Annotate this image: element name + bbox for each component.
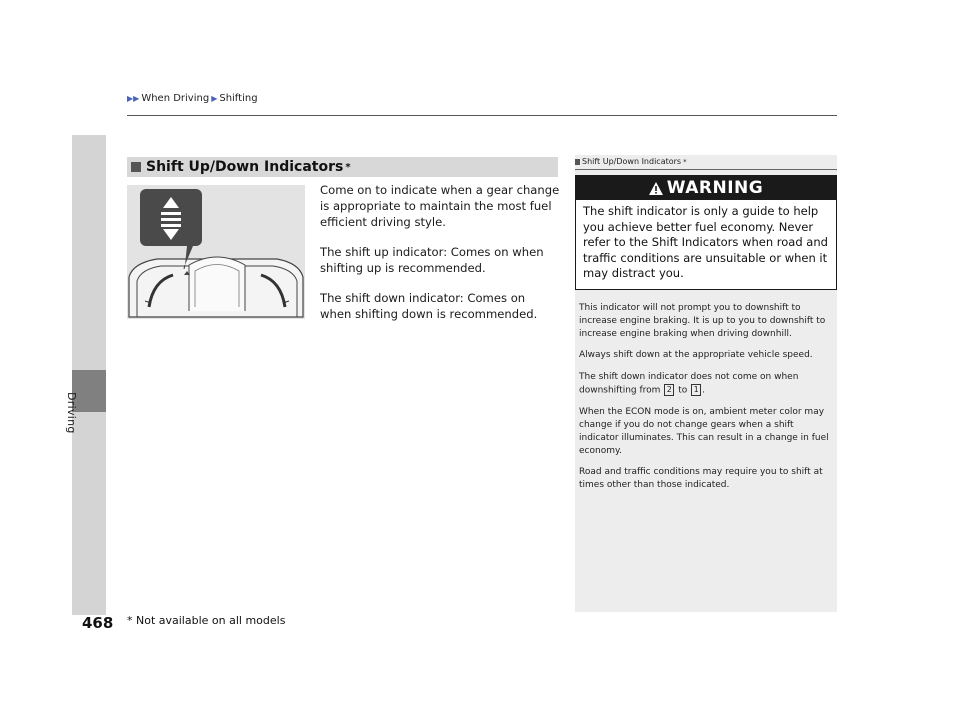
section-asterisk: * <box>345 161 351 173</box>
section-body <box>320 182 560 336</box>
warning-text: The shift indicator is only a guide to help you achieve better fuel economy. Never refer to the Shift Indicators when road and traffic conditions are unsuitable or when it may distract you. <box>583 204 828 280</box>
warning-header <box>576 176 836 200</box>
note-text: . <box>702 385 705 396</box>
note-text: The shift down indicator does not come on when downshifting from <box>579 372 799 396</box>
breadcrumb-arrow-icon: ▶ <box>211 94 218 103</box>
instrument-panel-illustration <box>127 185 305 319</box>
breadcrumb-item-when-driving[interactable]: When Driving <box>141 93 210 104</box>
section-heading <box>127 157 558 177</box>
chapter-tab-label: Driving <box>65 392 78 434</box>
side-note-title-text: Shift Up/Down Indicators <box>582 157 682 166</box>
note-paragraph: This indicator will not prompt you to downshift to increase engine braking. It is up to you to downshift to increase engine braking when driving downhill. <box>579 303 826 339</box>
gear-key-1: 1 <box>691 384 701 396</box>
body-paragraph: Come on to indicate when a gear change is appropriate to maintain the most fuel efficient driving style. <box>320 183 560 229</box>
breadcrumb <box>127 93 258 104</box>
body-paragraph: The shift down indicator: Comes on when shifting down is recommended. <box>320 291 538 321</box>
footnote: * Not available on all models <box>127 614 286 627</box>
side-note-title <box>575 157 687 166</box>
header-divider <box>127 115 837 116</box>
page-number: 468 <box>82 614 114 632</box>
warning-triangle-icon <box>649 182 663 195</box>
note-text: to <box>678 385 688 396</box>
warning-label: WARNING <box>666 178 764 198</box>
body-paragraph: The shift up indicator: Comes on when shifting up is recommended. <box>320 245 544 275</box>
note-paragraph: When the ECON mode is on, ambient meter color may change if you do not change gears when a shift indicator illuminates. This can result in a change in fuel economy. <box>579 407 829 456</box>
gear-key-2: 2 <box>664 384 674 396</box>
warning-box <box>575 175 837 290</box>
square-bullet-icon <box>131 162 141 172</box>
breadcrumb-arrow-icon: ▶▶ <box>127 94 140 103</box>
section-title: Shift Up/Down Indicators <box>146 159 344 175</box>
side-note-divider <box>575 169 837 170</box>
note-paragraph: Always shift down at the appropriate vehicle speed. <box>579 350 813 361</box>
side-note-panel <box>575 155 837 612</box>
note-paragraph-keys <box>579 371 835 397</box>
reference-marker-icon <box>575 159 580 165</box>
breadcrumb-item-shifting[interactable]: Shifting <box>219 93 258 104</box>
note-paragraph: Road and traffic conditions may require you to shift at times other than those indicated. <box>579 467 823 491</box>
side-note-body <box>579 302 835 501</box>
side-note-asterisk: * <box>683 157 687 166</box>
